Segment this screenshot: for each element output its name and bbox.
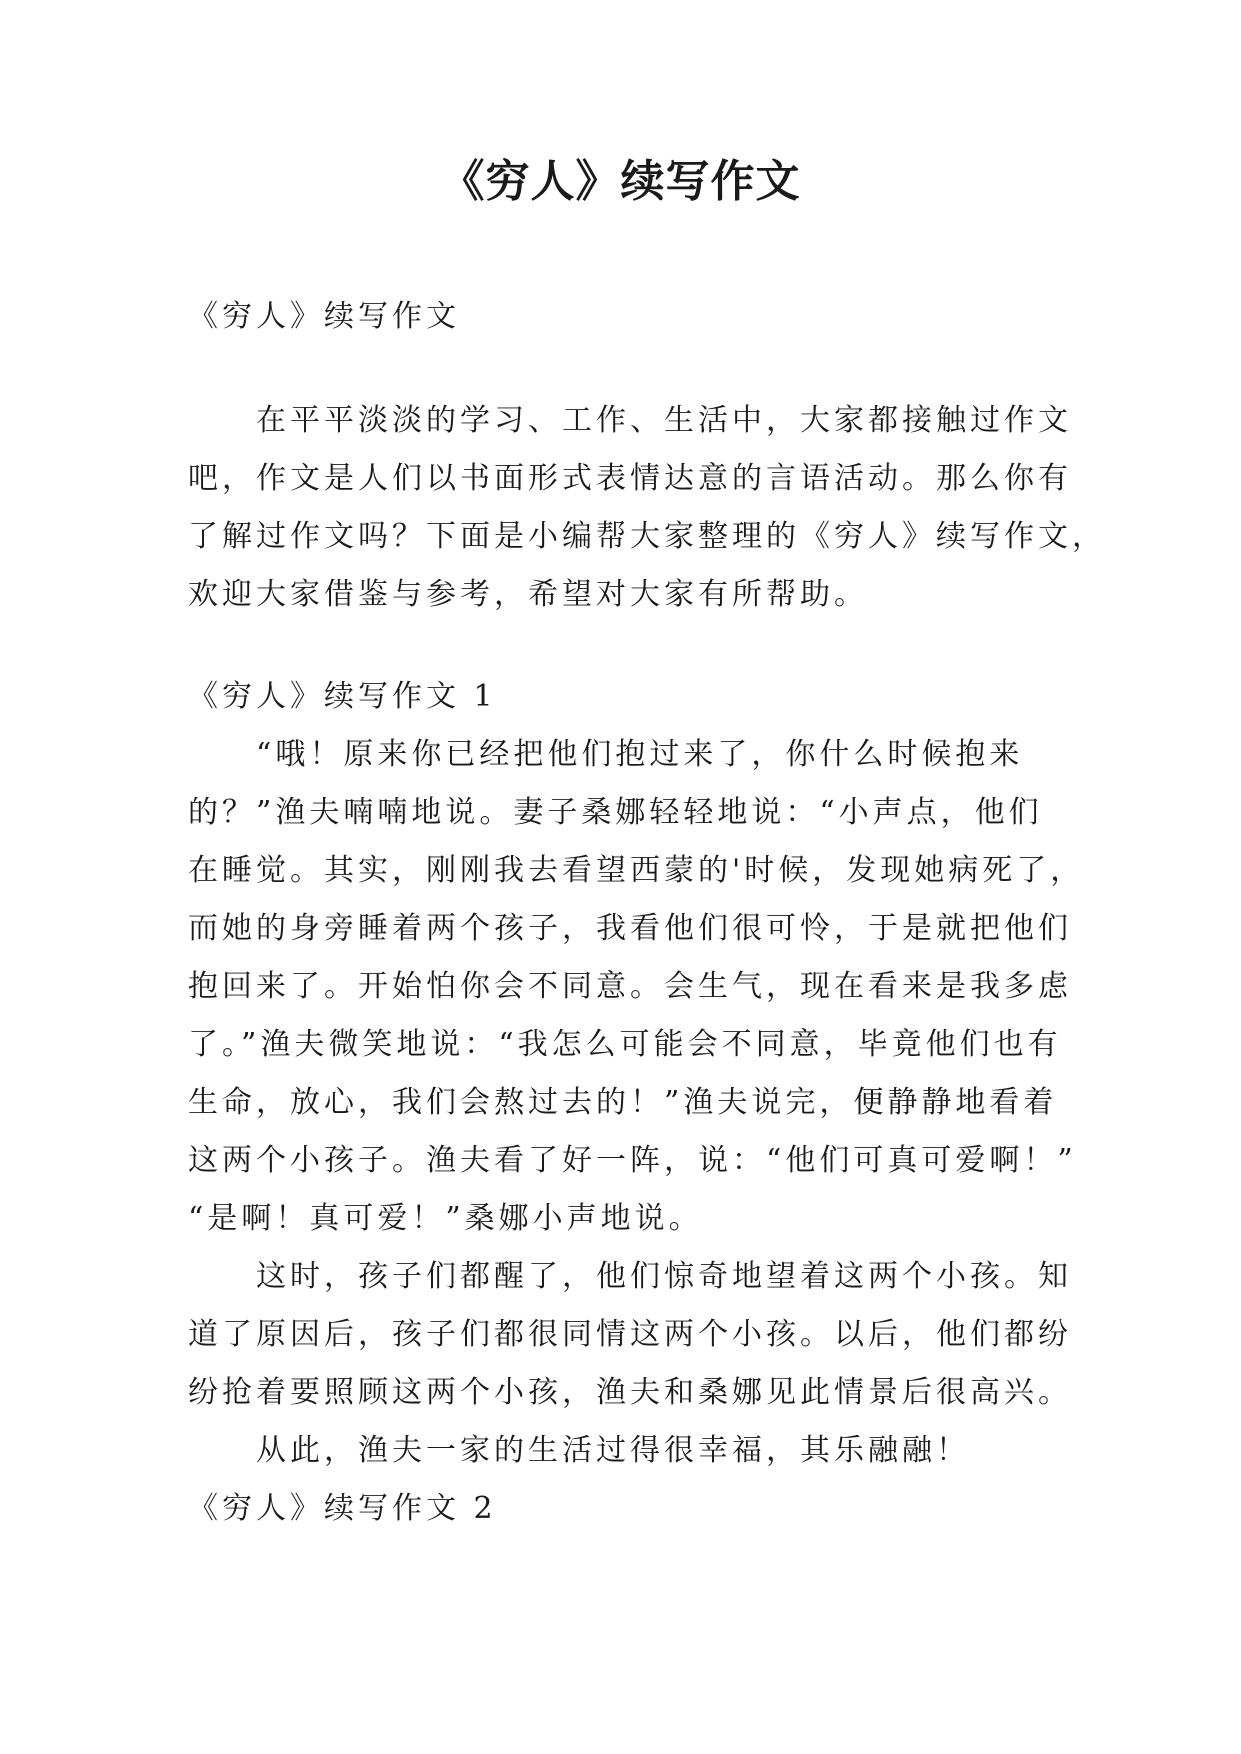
paragraph-line: 纷抢着要照顾这两个小孩，渔夫和桑娜见此情景后很高兴。 [188,1375,1072,1410]
paragraph-line: 而她的身旁睡着两个孩子，我看他们很可怜，于是就把他们 [188,911,1072,946]
intro-line: 在平平淡淡的学习、工作、生活中，大家都接触过作文 [256,403,1072,438]
spacer [188,346,1068,392]
document-title: 《穷人》续写作文 [440,156,801,207]
paragraph-line: 的？”渔夫喃喃地说。妻子桑娜轻轻地说：“小声点，他们 [188,795,1043,830]
spacer [188,624,1068,668]
intro-line: 了解过作文吗？下面是小编帮大家整理的《穷人》续写作文， [188,519,1106,554]
paragraph-line: 这时，孩子们都醒了，他们惊奇地望着这两个小孩。知 [256,1259,1072,1294]
paragraph-line: 在睡觉。其实，刚刚我去看望西蒙的'时候，发现她病死了， [188,853,1085,888]
section1-paragraph-3 [188,1422,1068,1480]
paragraph-line: 道了原因后，孩子们都很同情这两个小孩。以后，他们都纷 [188,1317,1072,1352]
paragraph-line: “哦！原来你已经把他们抱过来了，你什么时候抱来 [256,737,1024,772]
section-heading-2: 《穷人》续写作文 2 [188,1491,497,1526]
paragraph-line: 这两个小孩子。渔夫看了好一阵，说：“他们可真可爱啊！” [188,1143,1077,1178]
section1-paragraph-1 [188,726,1085,1248]
section-heading-1: 《穷人》续写作文 1 [188,679,497,714]
intro-line: 吧，作文是人们以书面形式表情达意的言语活动。那么你有 [188,461,1072,496]
paragraph-line: “是啊！真可爱！”桑娜小声地说。 [188,1201,703,1236]
section1-paragraph-2 [188,1248,1072,1422]
paragraph-line: 抱回来了。开始怕你会不同意。会生气，现在看来是我多虑 [188,969,1072,1004]
paragraph-line: 生命，放心，我们会熬过去的！”渔夫说完，便静静地看着 [188,1085,1058,1120]
paragraph-line: 从此，渔夫一家的生活过得很幸福，其乐融融！ [256,1433,970,1468]
intro-paragraph [188,392,1106,624]
paragraph-line: 了。”渔夫微笑地说：“我怎么可能会不同意，毕竟他们也有 [188,1027,1062,1062]
document-subtitle: 《穷人》续写作文 [188,299,460,334]
document-body [188,288,1106,1538]
intro-line: 欢迎大家借鉴与参考，希望对大家有所帮助。 [188,577,868,612]
